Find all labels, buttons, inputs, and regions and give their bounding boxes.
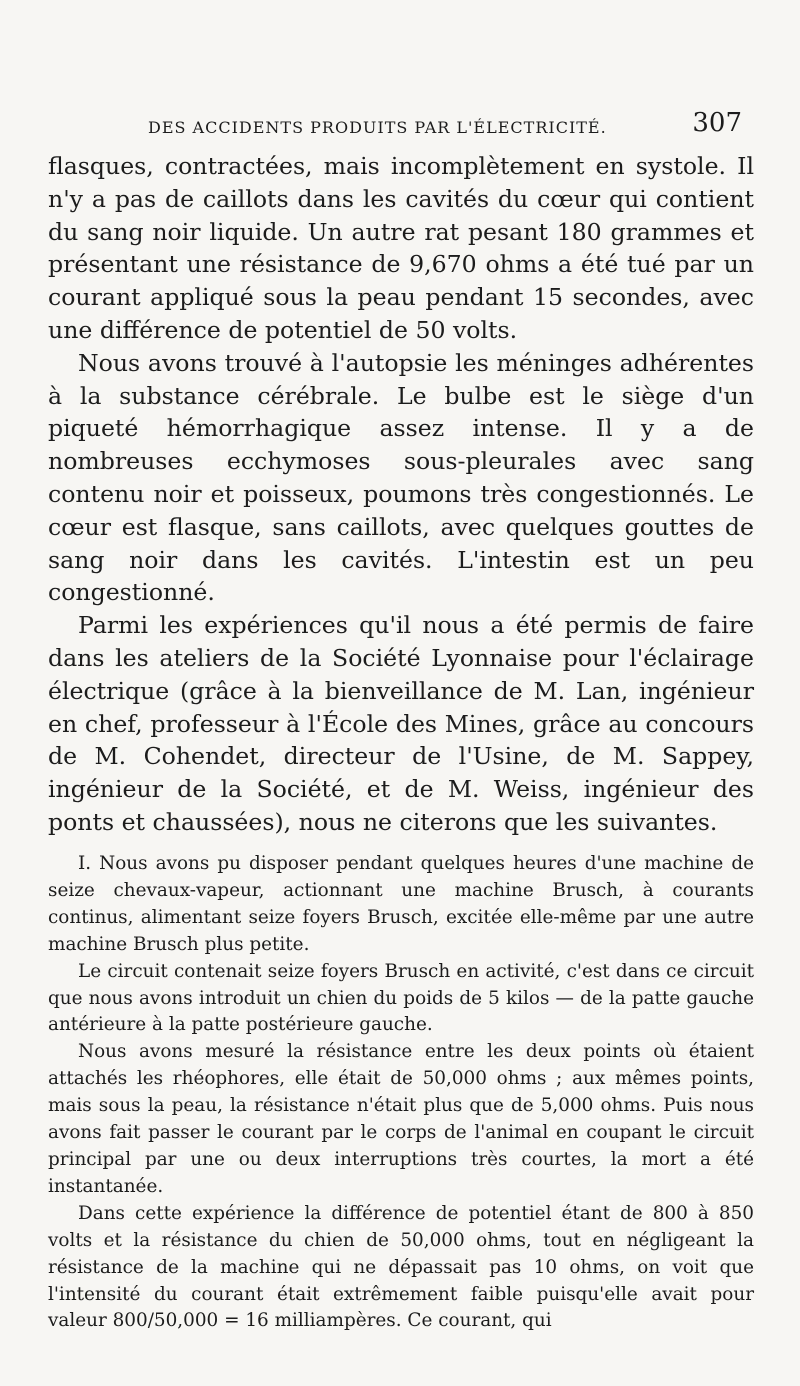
running-head (48, 108, 748, 142)
paragraph-circuit: Le circuit contenait seize foyers Brusch en activité, c'est dans ce circuit que nous avons introduit un chien du poids de 5 kilos — de la patte gauche antérieure à la patte postérieure gauche. (48, 960, 754, 1036)
paragraph-autopsy: Nous avons trouvé à l'autopsie les méninges adhérentes à la substance cérébrale. Le bulbe est le siège d'un piqueté hémorrhagique assez intense. Il y a de nombreuses ecchymoses sous-pleurales avec sang contenu noir et poisseux, poumons très congestionnés. Le cœur est flasque, sans caillots, avec quelques gouttes de sang noir dans les cavités. L'intestin est un peu congestionné. (48, 348, 754, 607)
paragraph-continuation: flasques, contractées, mais incomplètement en systole. Il n'y a pas de caillots dans les cavités du cœur qui contient du sang noir liquide. Un autre rat pesant 180 grammes et présentant une résistance de 9,670 ohms a été tué par un courant appliqué sous la peau pendant 15 secondes, avec une différence de potentiel de 50 volts. (48, 152, 754, 344)
paragraph-current-value: Dans cette expérience la différence de potentiel étant de 800 à 850 volts et la résistance du chien de 50,000 ohms, tout en négligeant la résistance de la machine qui ne dépassait pas 10 ohms, on voit que l'intensité du courant était extrêmement faible puisqu'elle avait pour valeur 800/50,000 = 16 milliampères. Ce courant, qui (48, 1202, 754, 1332)
paragraph-resistance: Nous avons mesuré la résistance entre les deux points où étaient attachés les rhéophores, elle était de 50,000 ohms ; aux mêmes points, mais sous la peau, la résistance n'était plus que de 5,000 ohms. Puis nous avons fait passer le courant par le corps de l'animal en coupant le circuit principal par une ou deux interruptions très courtes, la mort a été instantanée. (48, 1041, 754, 1197)
small-print-text (48, 851, 754, 1335)
paragraph-experiment-one: I. Nous avons pu disposer pendant quelques heures d'une machine de seize chevaux-vapeur, actionnant une machine Brusch, à courants continus, alimentant seize foyers Brusch, excitée elle-même par une autre machine Brusch plus petite. (48, 853, 754, 955)
running-title: DES ACCIDENTS PRODUITS PAR L'ÉLECTRICITÉ. (148, 118, 607, 137)
main-text (48, 150, 754, 839)
paragraph-experiments-intro: Parmi les expériences qu'il nous a été permis de faire dans les ateliers de la Société Lyonnaise pour l'éclairage électrique (grâce à la bienveillance de M. Lan, ingénieur en chef, professeur à l'École des Mines, grâce au concours de M. Cohendet, directeur de l'Usine, de M. Sappey, ingénieur de la Société, et de M. Weiss, ingénieur des ponts et chaussées), nous ne citerons que les suivantes. (48, 611, 754, 836)
page-number: 307 (692, 108, 742, 138)
